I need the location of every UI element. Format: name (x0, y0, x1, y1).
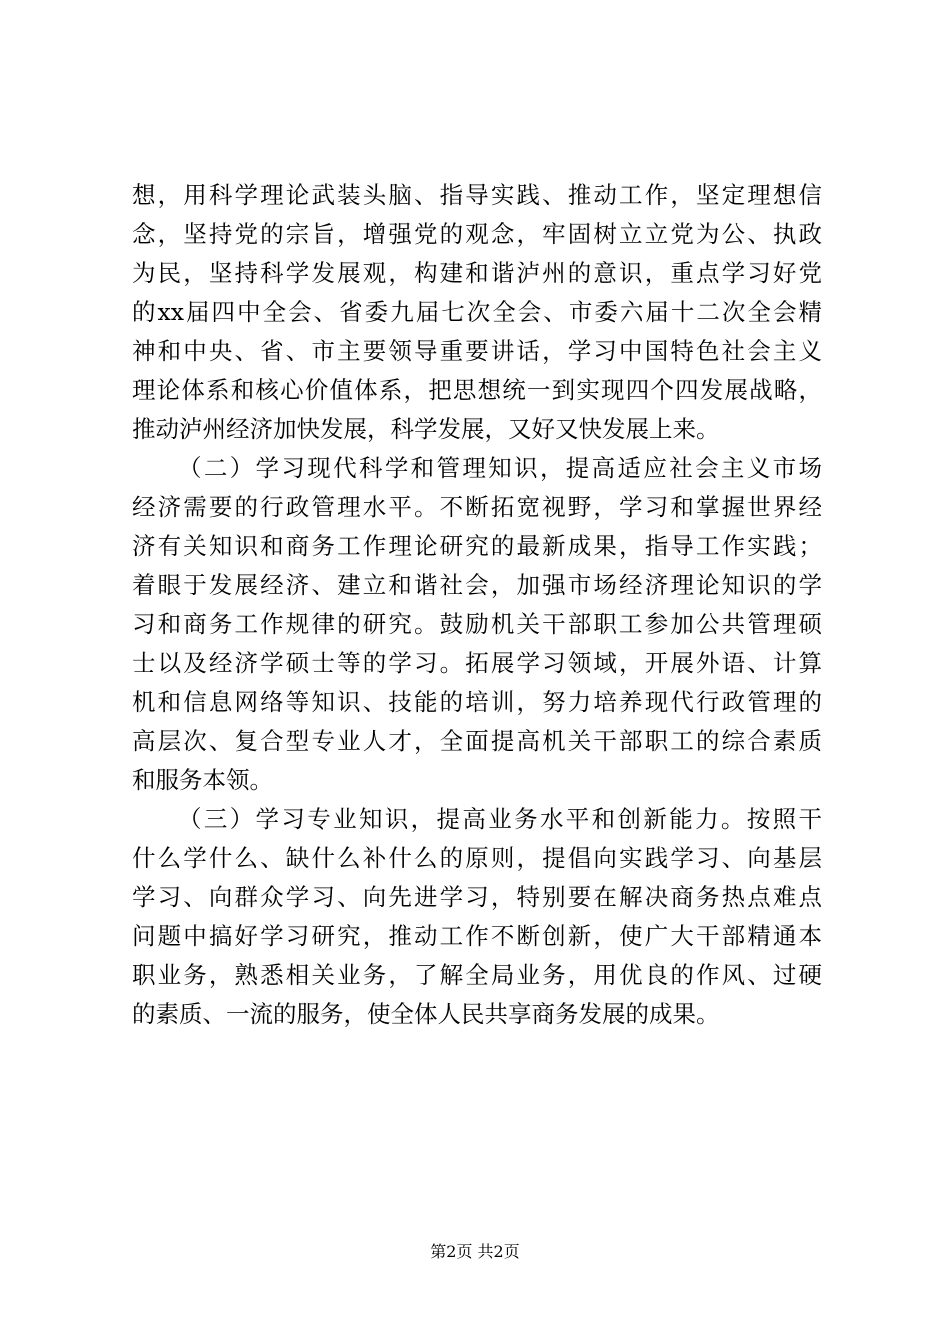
text-line: 为民，坚持科学发展观，构建和谐泸州的意识，重点学习好党 (132, 259, 822, 287)
text-line: 的xx届四中全会、省委九届七次全会、市委六届十二次全会精 (132, 298, 822, 326)
page-footer: 第2页 共2页 (430, 1242, 520, 1261)
text-line: 什么学什么、缺什么补什么的原则，提倡向实践学习、向基层 (132, 844, 822, 872)
text-line: 经济需要的行政管理水平。不断拓宽视野，学习和掌握世界经 (132, 493, 822, 521)
text-line: 问题中搞好学习研究，推动工作不断创新，使广大干部精通本 (132, 922, 822, 950)
text-line: 的素质、一流的服务，使全体人民共享商务发展的成果。 (132, 1000, 720, 1028)
text-line: 念，坚持党的宗旨，增强党的观念，牢固树立立党为公、执政 (132, 220, 822, 248)
document-body (132, 176, 822, 1034)
text-line: 理论体系和核心价值体系，把思想统一到实现四个四发展战略， (132, 376, 822, 404)
text-line: 学习、向群众学习、向先进学习，特别要在解决商务热点难点 (132, 883, 822, 911)
paragraph-heading-3: （三）学习专业知识，提高业务水平和创新能力。按照干 (178, 805, 822, 833)
text-line: 神和中央、省、市主要领导重要讲话，学习中国特色社会主义 (132, 337, 822, 365)
text-line: 士以及经济学硕士等的学习。拓展学习领域，开展外语、计算 (132, 649, 822, 677)
text-line: 和服务本领。 (132, 766, 273, 794)
text-line: 职业务，熟悉相关业务，了解全局业务，用优良的作风、过硬 (132, 961, 822, 989)
text-line: 机和信息网络等知识、技能的培训，努力培养现代行政管理的 (132, 688, 822, 716)
text-line: 济有关知识和商务工作理论研究的最新成果，指导工作实践； (132, 532, 822, 560)
text-line: 习和商务工作规律的研究。鼓励机关干部职工参加公共管理硕 (132, 610, 822, 638)
text-line: 想，用科学理论武装头脑、指导实践、推动工作，坚定理想信 (132, 181, 822, 209)
text-line: 高层次、复合型专业人才，全面提高机关干部职工的综合素质 (132, 727, 822, 755)
text-line: 推动泸州经济加快发展，科学发展，又好又快发展上来。 (132, 415, 720, 443)
paragraph-heading-2: （二）学习现代科学和管理知识，提高适应社会主义市场 (178, 454, 822, 482)
text-line: 着眼于发展经济、建立和谐社会，加强市场经济理论知识的学 (132, 571, 822, 599)
